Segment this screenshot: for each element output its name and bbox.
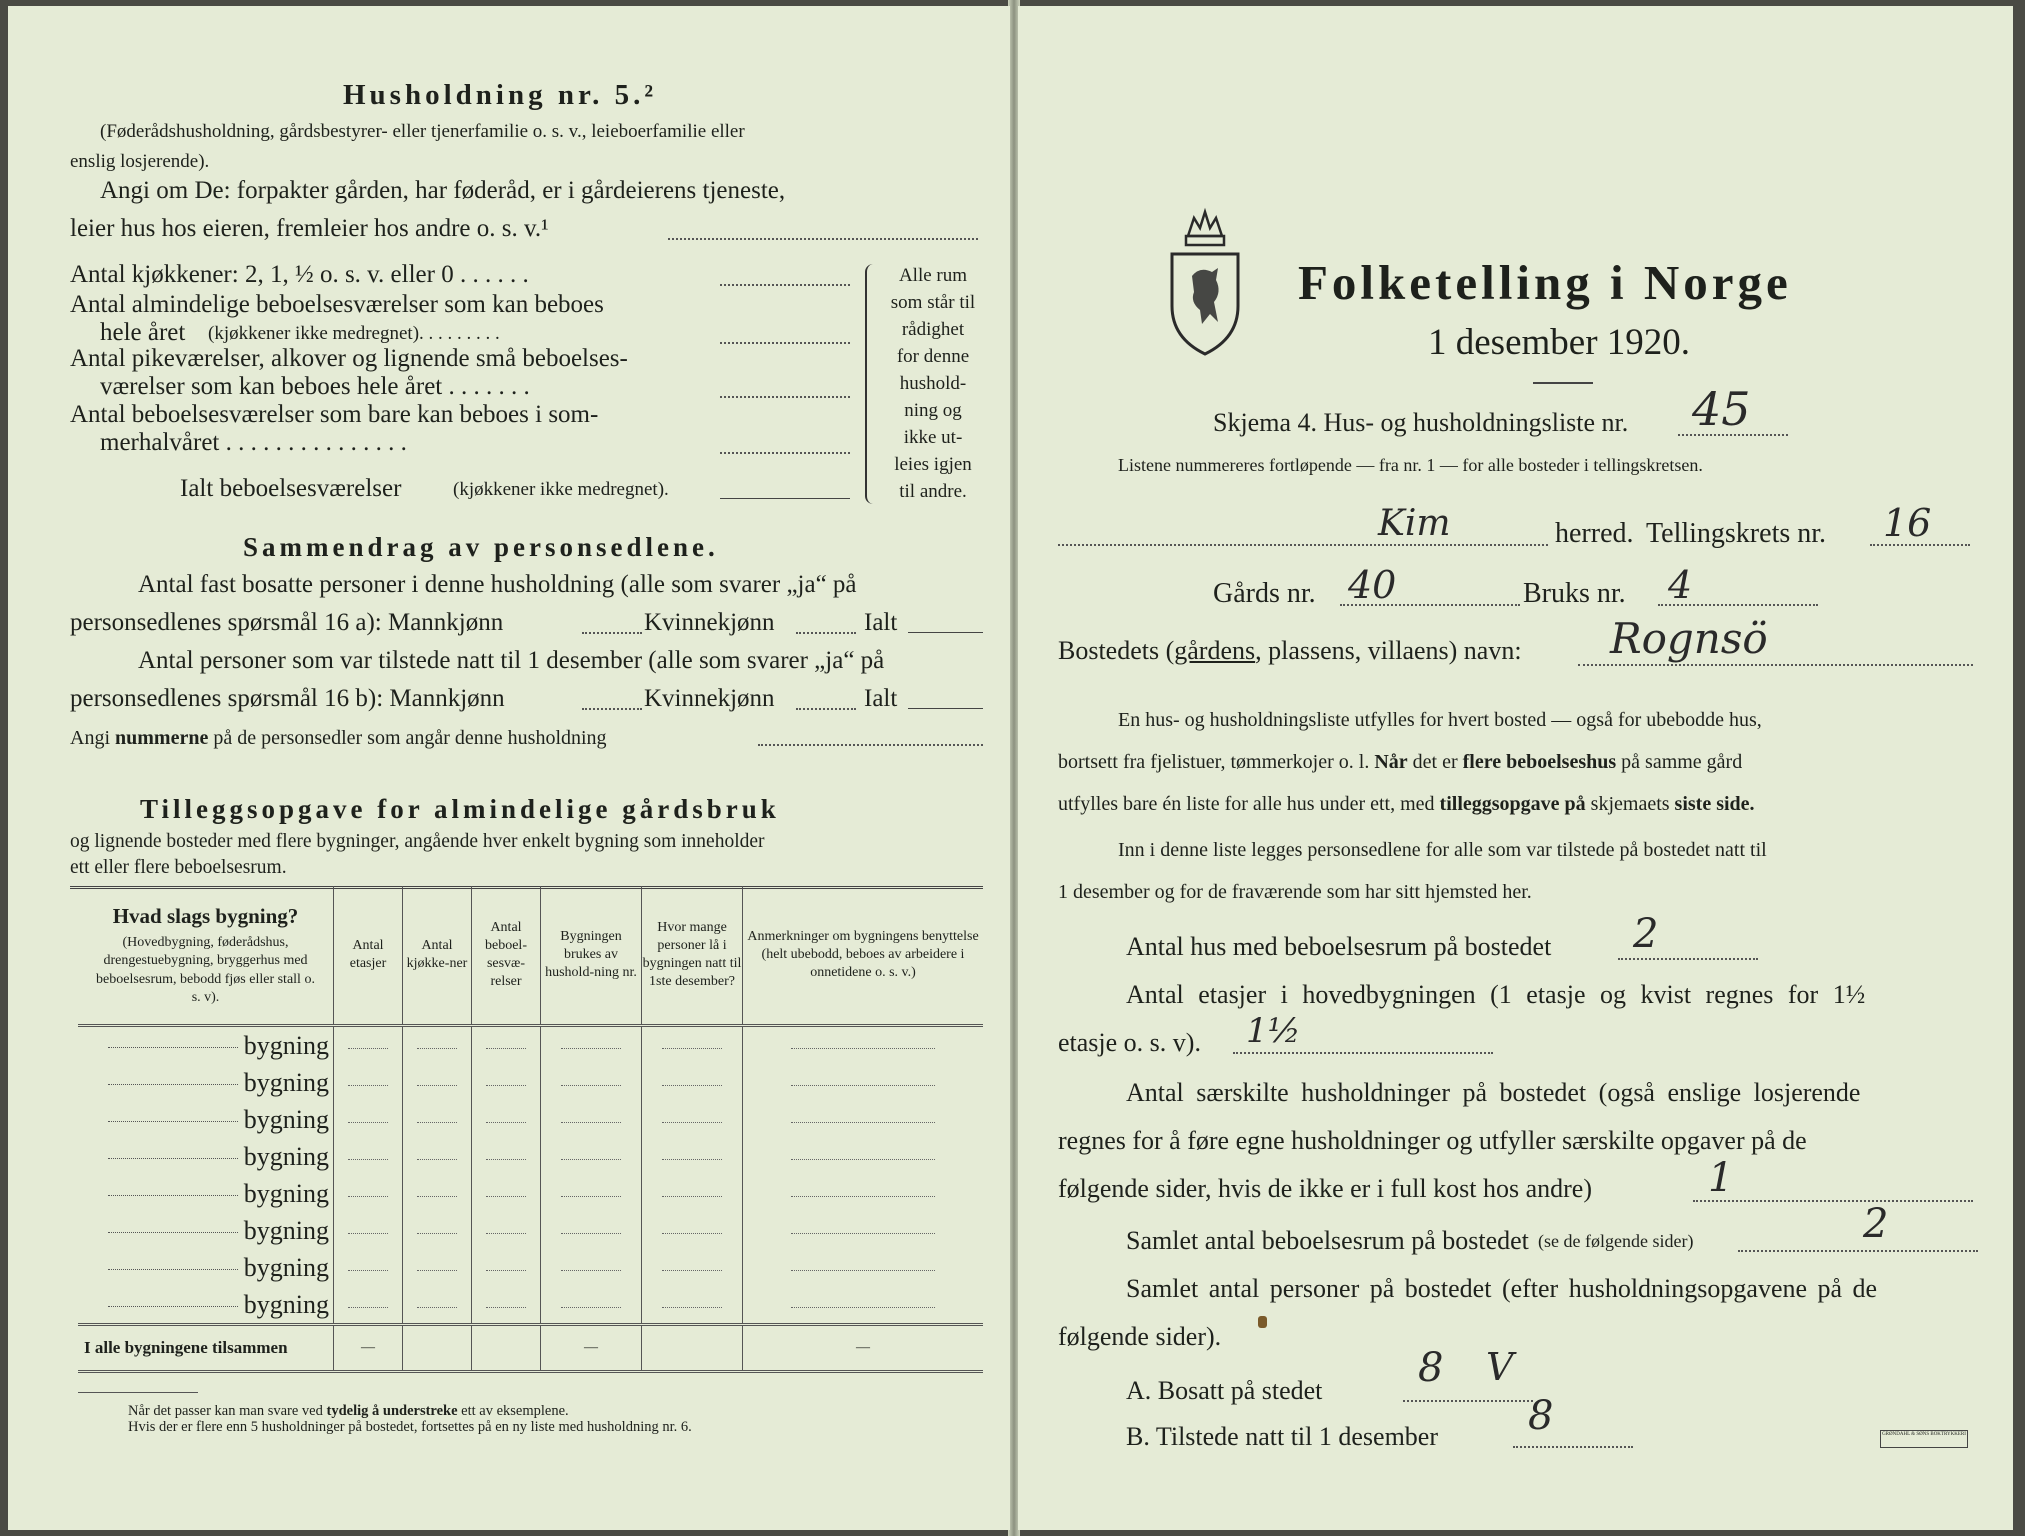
tellingskrets-value: 16 xyxy=(1883,501,1932,545)
cell xyxy=(642,1064,743,1101)
summary-title: Sammendrag av personsedlene. xyxy=(243,532,719,562)
footnote-1-post: ett av eksemplene. xyxy=(461,1403,569,1419)
fixed-total-label: Ialt xyxy=(864,609,898,636)
table-row xyxy=(78,1249,983,1286)
row-label-text: bygning xyxy=(243,1215,329,1245)
household-subtitle-1: (Føderådshusholdning, gårdsbestyrer- eller tjenerfamilie o. s. v., leieboerfamilie eller xyxy=(100,121,745,142)
row-label xyxy=(78,1175,334,1212)
present-line xyxy=(1513,1446,1633,1448)
footnote-1-bold: tydelig å understreke xyxy=(326,1403,458,1419)
left-page xyxy=(8,6,1010,1530)
herred-label: herred. xyxy=(1555,518,1634,549)
cell xyxy=(334,1064,403,1101)
present-value: 8 xyxy=(1528,1393,1554,1439)
resident-label: A. Bosatt på stedet xyxy=(1126,1376,1323,1405)
cell xyxy=(541,1138,642,1175)
households-answer-line xyxy=(1693,1200,1973,1202)
total-household: — xyxy=(541,1325,642,1372)
total-rooms-answer xyxy=(720,498,850,499)
supplement-title: Tilleggsopgave for almindelige gårdsbruk xyxy=(140,794,780,824)
cell xyxy=(743,1138,984,1175)
households-line-2: regnes for å føre egne husholdninger og utfyller særskilte opgaver på de xyxy=(1058,1126,1807,1155)
fixed-women-answer xyxy=(796,632,856,634)
tellingskrets-line xyxy=(1870,544,1970,546)
table-row xyxy=(78,1101,983,1138)
bosted-value: Rognsö xyxy=(1610,614,1768,663)
rooms-note: (se de følgende sider) xyxy=(1538,1231,1694,1251)
cell xyxy=(334,1212,403,1249)
instruction-3-pre: utfylles bare én liste for alle hus under ett, med xyxy=(1058,793,1435,815)
ordinary-rooms-label-2: hele året xyxy=(100,319,186,346)
households-value: 1 xyxy=(1708,1155,1734,1201)
numbering-note: Listene nummereres fortløpende — fra nr. 1 — for alle bosteder i tellingskretsen. xyxy=(1118,455,1703,475)
cell xyxy=(642,1249,743,1286)
total-rooms-label: Ialt beboelsesværelser xyxy=(180,475,402,502)
cell xyxy=(334,1026,403,1065)
gards-line xyxy=(1340,604,1520,606)
cell xyxy=(472,1026,541,1065)
cell xyxy=(642,1101,743,1138)
floors-line-1: Antal etasjer i hovedbygningen (1 etasje og kvist regnes for 1½ xyxy=(1126,980,1866,1009)
bruks-line xyxy=(1658,604,1818,606)
cell xyxy=(403,1138,472,1175)
ordinary-rooms-note: (kjøkkener ikke medregnet). . . . . . . . . xyxy=(208,323,500,344)
total-floors: — xyxy=(334,1325,403,1372)
gards-label: Gårds nr. xyxy=(1213,578,1316,609)
summary-fixed-1: Antal fast bosatte personer i denne husholdning (alle som svarer „ja“ på xyxy=(138,571,857,598)
row-label-text: bygning xyxy=(243,1067,329,1097)
row-label-text: bygning xyxy=(243,1030,329,1060)
side-note-line: som står til xyxy=(890,292,976,313)
resident-value: 8 xyxy=(1418,1345,1444,1391)
col-floors: Antal etasjer xyxy=(334,886,403,1026)
summer-rooms-label-2: merhalvåret . . . . . . . . . . . . . . . xyxy=(100,429,407,456)
fixed-total-answer xyxy=(908,632,983,633)
coat-of-arms-icon xyxy=(1166,206,1244,358)
numbers-instruction-pre: Angi xyxy=(70,727,110,749)
cell xyxy=(642,1138,743,1175)
fixed-women-label: Kvinnekjønn xyxy=(644,609,775,636)
cell xyxy=(403,1249,472,1286)
cell xyxy=(743,1064,984,1101)
row-label xyxy=(78,1249,334,1286)
row-label xyxy=(78,1064,334,1101)
bosted-line xyxy=(1578,664,1973,666)
side-note-brace xyxy=(865,264,877,504)
present-total-label: Ialt xyxy=(864,685,898,712)
maid-rooms-answer xyxy=(720,396,850,398)
bosted-label-gard: gårdens xyxy=(1174,636,1256,665)
row-label xyxy=(78,1101,334,1138)
table-row xyxy=(78,1138,983,1175)
cell xyxy=(642,1212,743,1249)
numbers-instruction xyxy=(70,728,607,748)
col-building-type xyxy=(78,886,334,1026)
total-remarks: — xyxy=(743,1325,984,1372)
intro-answer-line xyxy=(668,238,978,240)
bruks-label: Bruks nr. xyxy=(1523,578,1626,609)
rooms-value: 2 xyxy=(1863,1201,1889,1247)
houses-label: Antal hus med beboelsesrum på bostedet xyxy=(1126,932,1552,961)
right-page xyxy=(1018,6,2013,1530)
instruction-2-bold2: flere beboelseshus xyxy=(1462,751,1617,773)
row-label xyxy=(78,1286,334,1325)
side-note-line: ning og xyxy=(904,400,962,421)
herred-line xyxy=(1058,544,1548,546)
cell xyxy=(743,1212,984,1249)
bosted-label-post: , plassens, villaens) navn: xyxy=(1255,636,1522,665)
persons-line-1: Samlet antal personer på bostedet (efter husholdningsopgavene på de xyxy=(1126,1274,1878,1303)
cell xyxy=(472,1064,541,1101)
bosted-label xyxy=(1058,638,1522,664)
row-label-text: bygning xyxy=(243,1104,329,1134)
intro-line-1: Angi om De: forpakter gården, har føderåd, er i gårdeierens tjeneste, xyxy=(100,177,786,204)
summary-present-2: personsedlenes spørsmål 16 b): Mannkjønn xyxy=(70,685,505,712)
col-building-type-sub: (Hovedbygning, føderådshus, drengestuebygning, bryggerhus med beboelsesrum, bebodd fjøs eller stall o. s. v). xyxy=(96,935,315,1005)
row-label xyxy=(78,1138,334,1175)
present-women-label: Kvinnekjønn xyxy=(644,685,775,712)
printer-mark: GRØNDAHL & SØNS BOKTRYKKERI xyxy=(1880,1430,1968,1448)
table-row xyxy=(78,1175,983,1212)
numbers-instruction-bold: nummerne xyxy=(115,727,209,749)
cell xyxy=(541,1212,642,1249)
row-label xyxy=(78,1026,334,1065)
side-note-line: ikke ut- xyxy=(903,427,963,448)
cell xyxy=(541,1286,642,1325)
schema-number: 45 xyxy=(1692,382,1751,436)
total-persons xyxy=(642,1325,743,1372)
cell xyxy=(541,1175,642,1212)
cell xyxy=(334,1175,403,1212)
footnote-1-pre: Når det passer kan man svare ved xyxy=(128,1403,323,1419)
side-note xyxy=(878,262,988,505)
table-total-row xyxy=(78,1325,983,1372)
cell xyxy=(472,1138,541,1175)
cell xyxy=(541,1249,642,1286)
table-row xyxy=(78,1286,983,1325)
herred-value: Kim xyxy=(1378,503,1451,544)
tellingskrets-label: Tellingskrets nr. xyxy=(1646,518,1827,549)
side-note-line: Alle rum xyxy=(898,265,968,286)
numbers-instruction-post: på de personsedler som angår denne husholdning xyxy=(213,727,607,749)
instruction-5: 1 desember og for de fraværende som har sitt hjemsted her. xyxy=(1058,881,1532,903)
footnote-1 xyxy=(128,1404,569,1419)
intro-line-2: leier hus hos eieren, fremleier hos andre o. s. v.¹ xyxy=(70,215,549,242)
resident-checkmark: V xyxy=(1486,1345,1514,1389)
kitchens-answer xyxy=(720,284,850,286)
instruction-3 xyxy=(1058,794,1755,814)
cell xyxy=(334,1101,403,1138)
side-note-line: hushold- xyxy=(899,373,967,394)
total-rooms xyxy=(472,1325,541,1372)
floors-value: 1½ xyxy=(1246,1011,1301,1051)
instruction-2 xyxy=(1058,752,1742,772)
kitchens-label: Antal kjøkkener: 2, 1, ½ o. s. v. eller 0 . . . . . . xyxy=(70,261,529,288)
ordinary-rooms-answer xyxy=(720,342,850,344)
instruction-1: En hus- og husholdningsliste utfylles for hvert bosted — også for ubebodde hus, xyxy=(1118,709,1762,731)
persons-line-2: følgende sider). xyxy=(1058,1322,1222,1351)
schema-number-line xyxy=(1678,434,1788,436)
cell xyxy=(642,1026,743,1065)
floors-answer-line xyxy=(1233,1052,1493,1054)
instruction-3-bold2: siste side. xyxy=(1674,793,1755,815)
resident-line xyxy=(1403,1400,1533,1402)
row-label-text: bygning xyxy=(243,1178,329,1208)
building-table xyxy=(78,886,983,1373)
total-row-label: I alle bygningene tilsammen xyxy=(78,1325,334,1372)
footnote-2: Hvis der er flere enn 5 husholdninger på bostedet, fortsettes på en ny liste med husholdning nr. 6. xyxy=(128,1419,692,1435)
rooms-label: Samlet antal beboelsesrum på bostedet xyxy=(1126,1226,1529,1255)
maid-rooms-label-2: værelser som kan beboes hele året . . . . . . . xyxy=(100,373,530,400)
present-women-answer xyxy=(796,708,856,710)
fixed-men-answer xyxy=(582,632,642,634)
title-rule xyxy=(1533,382,1593,384)
cell xyxy=(472,1175,541,1212)
ordinary-rooms-label-1: Antal almindelige beboelsesværelser som kan beboes xyxy=(70,291,604,318)
schema-label: Skjema 4. Hus- og husholdningsliste nr. xyxy=(1213,408,1629,437)
cell xyxy=(334,1249,403,1286)
supplement-line-1: og lignende bosteder med flere bygninger, angående hver enkelt bygning som inneholder xyxy=(70,831,765,852)
cell xyxy=(743,1249,984,1286)
cell xyxy=(743,1026,984,1065)
present-total-answer xyxy=(908,708,983,709)
row-label-text: bygning xyxy=(243,1141,329,1171)
present-label: B. Tilstede natt til 1 desember xyxy=(1126,1422,1438,1451)
table-row xyxy=(78,1026,983,1065)
row-label xyxy=(78,1212,334,1249)
household-title: Husholdning nr. 5.² xyxy=(343,79,658,111)
bosted-label-pre: Bostedets ( xyxy=(1058,636,1175,665)
col-rooms: Antal beboel-sesvæ-relser xyxy=(472,886,541,1026)
cell xyxy=(403,1026,472,1065)
households-line-1: Antal særskilte husholdninger på bostedet (også enslige losjerende xyxy=(1126,1078,1861,1107)
cell xyxy=(472,1101,541,1138)
total-kitchens xyxy=(403,1325,472,1372)
table-row xyxy=(78,1212,983,1249)
side-note-line: til andre. xyxy=(899,481,967,502)
footnote-rule xyxy=(78,1392,198,1393)
col-household-no: Bygningen brukes av hushold-ning nr. xyxy=(541,886,642,1026)
cell xyxy=(334,1138,403,1175)
cell xyxy=(403,1101,472,1138)
summary-fixed-2: personsedlenes spørsmål 16 a): Mannkjønn xyxy=(70,609,504,636)
cell xyxy=(642,1175,743,1212)
cell xyxy=(472,1249,541,1286)
cell xyxy=(334,1286,403,1325)
cell xyxy=(541,1026,642,1065)
cell xyxy=(743,1101,984,1138)
instruction-2-bold1: Når xyxy=(1374,751,1408,773)
cell xyxy=(743,1175,984,1212)
col-remarks: Anmerkninger om bygningens benyttelse (helt ubebodd, beboes av arbeidere i onnetidene o. s. v.) xyxy=(743,886,984,1026)
households-line-3: følgende sider, hvis de ikke er i full kost hos andre) xyxy=(1058,1174,1592,1203)
col-persons: Hvor mange personer lå i bygningen natt til 1ste desember? xyxy=(642,886,743,1026)
cell xyxy=(642,1286,743,1325)
side-note-line: leies igjen xyxy=(894,454,972,475)
bruks-value: 4 xyxy=(1668,563,1693,607)
ink-spot xyxy=(1258,1316,1267,1328)
maid-rooms-label-1: Antal pikeværelser, alkover og lignende små beboelses- xyxy=(70,345,628,372)
row-label-text: bygning xyxy=(243,1289,329,1319)
summer-rooms-label-1: Antal beboelsesværelser som bare kan beboes i som- xyxy=(70,401,599,428)
supplement-line-2: ett eller flere beboelsesrum. xyxy=(70,857,287,878)
side-note-line: for denne xyxy=(896,346,970,367)
cell xyxy=(541,1101,642,1138)
total-rooms-note: (kjøkkener ikke medregnet). xyxy=(453,479,669,500)
instruction-3-bold1: tilleggsopgave på xyxy=(1439,793,1586,815)
present-men-answer xyxy=(582,708,642,710)
side-note-line: rådighet xyxy=(901,319,965,340)
houses-value: 2 xyxy=(1633,911,1659,957)
col-kitchens: Antal kjøkke-ner xyxy=(403,886,472,1026)
instruction-4: Inn i denne liste legges personsedlene for alle som var tilstede på bostedet natt til xyxy=(1118,839,1767,861)
cell xyxy=(403,1175,472,1212)
houses-line xyxy=(1618,958,1758,960)
instruction-2-pre: bortsett fra fjelistuer, tømmerkojer o. l. xyxy=(1058,751,1370,773)
cell xyxy=(403,1286,472,1325)
gards-value: 40 xyxy=(1348,563,1397,607)
cell xyxy=(472,1212,541,1249)
instruction-3-mid: skjemaets xyxy=(1590,793,1670,815)
census-date: 1 desember 1920. xyxy=(1428,322,1691,363)
summary-present-1: Antal personer som var tilstede natt til 1 desember (alle som svarer „ja“ på xyxy=(138,647,885,674)
instruction-2-post: på samme gård xyxy=(1621,751,1743,773)
household-subtitle-2: enslig losjerende). xyxy=(70,151,210,172)
census-title: Folketelling i Norge xyxy=(1298,255,1792,310)
rooms-answer-line xyxy=(1738,1250,1978,1252)
summer-rooms-answer xyxy=(720,452,850,454)
table-row xyxy=(78,1064,983,1101)
cell xyxy=(403,1212,472,1249)
cell xyxy=(541,1064,642,1101)
row-label-text: bygning xyxy=(243,1252,329,1282)
cell xyxy=(472,1286,541,1325)
instruction-2-mid: det er xyxy=(1412,751,1458,773)
cell xyxy=(743,1286,984,1325)
floors-line-2: etasje o. s. v). xyxy=(1058,1028,1201,1057)
col-building-type-title: Hvad slags bygning? xyxy=(112,903,299,928)
numbers-answer xyxy=(758,744,983,746)
cell xyxy=(403,1064,472,1101)
